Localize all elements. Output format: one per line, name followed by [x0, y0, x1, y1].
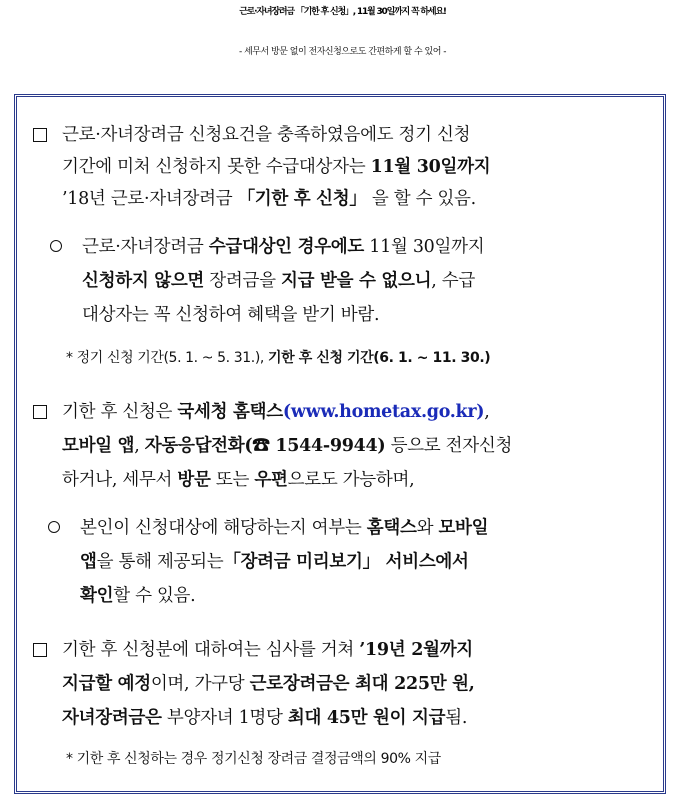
section1-sub-line3: 대상자는 꼭 신청하여 혜택을 받기 바람. — [82, 305, 380, 325]
phone-number: (☎ 1544-9944) — [244, 436, 386, 456]
section2-line2: 모바일 앱, 자동응답전화(☎ 1544-9944) 등으로 전자신청 — [62, 436, 513, 456]
section1-line2: 기간에 미처 신청하지 못한 수급대상자는 11월 30일까지 — [62, 157, 491, 177]
section2-line1: 기한 후 신청은 국세청 홈택스(www.hometax.go.kr), — [62, 402, 490, 422]
section2-sub-line3: 확인할 수 있음. — [80, 586, 196, 606]
page-subtitle: - 세무서 방문 없이 전자신청으로도 간편하게 할 수 있어 - — [238, 47, 446, 57]
section1-sub-line2: 신청하지 않으면 장려금을 지급 받을 수 없으니, 수급 — [82, 271, 475, 291]
square-bullet-icon — [33, 405, 47, 419]
circle-bullet-icon — [48, 521, 60, 533]
page-title: 근로·자녀장려금 「기한 후 신청」, 11월 30일까지 꼭 하세요! — [239, 7, 446, 17]
section3-line3: 자녀장려금은 부양자녀 1명당 최대 45만 원이 지급됨. — [62, 708, 468, 728]
section1-line1: 근로·자녀장려금 신청요건을 충족하였음에도 정기 신청 — [62, 125, 471, 145]
section2-line3: 하거나, 세무서 방문 또는 우편으로도 가능하며, — [62, 470, 415, 490]
section2-sub-line2: 앱을 통해 제공되는「장려금 미리보기」 서비스에서 — [80, 552, 469, 572]
section3-line1: 기한 후 신청분에 대하여는 심사를 거쳐 ’19년 2월까지 — [62, 640, 473, 660]
section3-line2: 지급할 예정이며, 가구당 근로장려금은 최대 225만 원, — [62, 674, 475, 694]
section1-note: * 정기 신청 기간(5. 1. ~ 5. 31.), 기한 후 신청 기간(6. 1. ~ 11. 30.) — [66, 350, 491, 366]
section3-note: * 기한 후 신청하는 경우 정기신청 장려금 결정금액의 90% 지급 — [66, 751, 441, 767]
circle-bullet-icon — [50, 240, 62, 252]
square-bullet-icon — [33, 128, 47, 142]
section1-line3: ’18년 근로·자녀장려금 「기한 후 신청」 을 할 수 있음. — [62, 189, 476, 209]
hometax-link[interactable]: (www.hometax.go.kr) — [282, 402, 485, 422]
section2-sub-line1: 본인이 신청대상에 해당하는지 여부는 홈택스와 모바일 — [80, 518, 489, 538]
square-bullet-icon — [33, 643, 47, 657]
section1-sub-line1: 근로·자녀장려금 수급대상인 경우에도 11월 30일까지 — [82, 237, 485, 257]
